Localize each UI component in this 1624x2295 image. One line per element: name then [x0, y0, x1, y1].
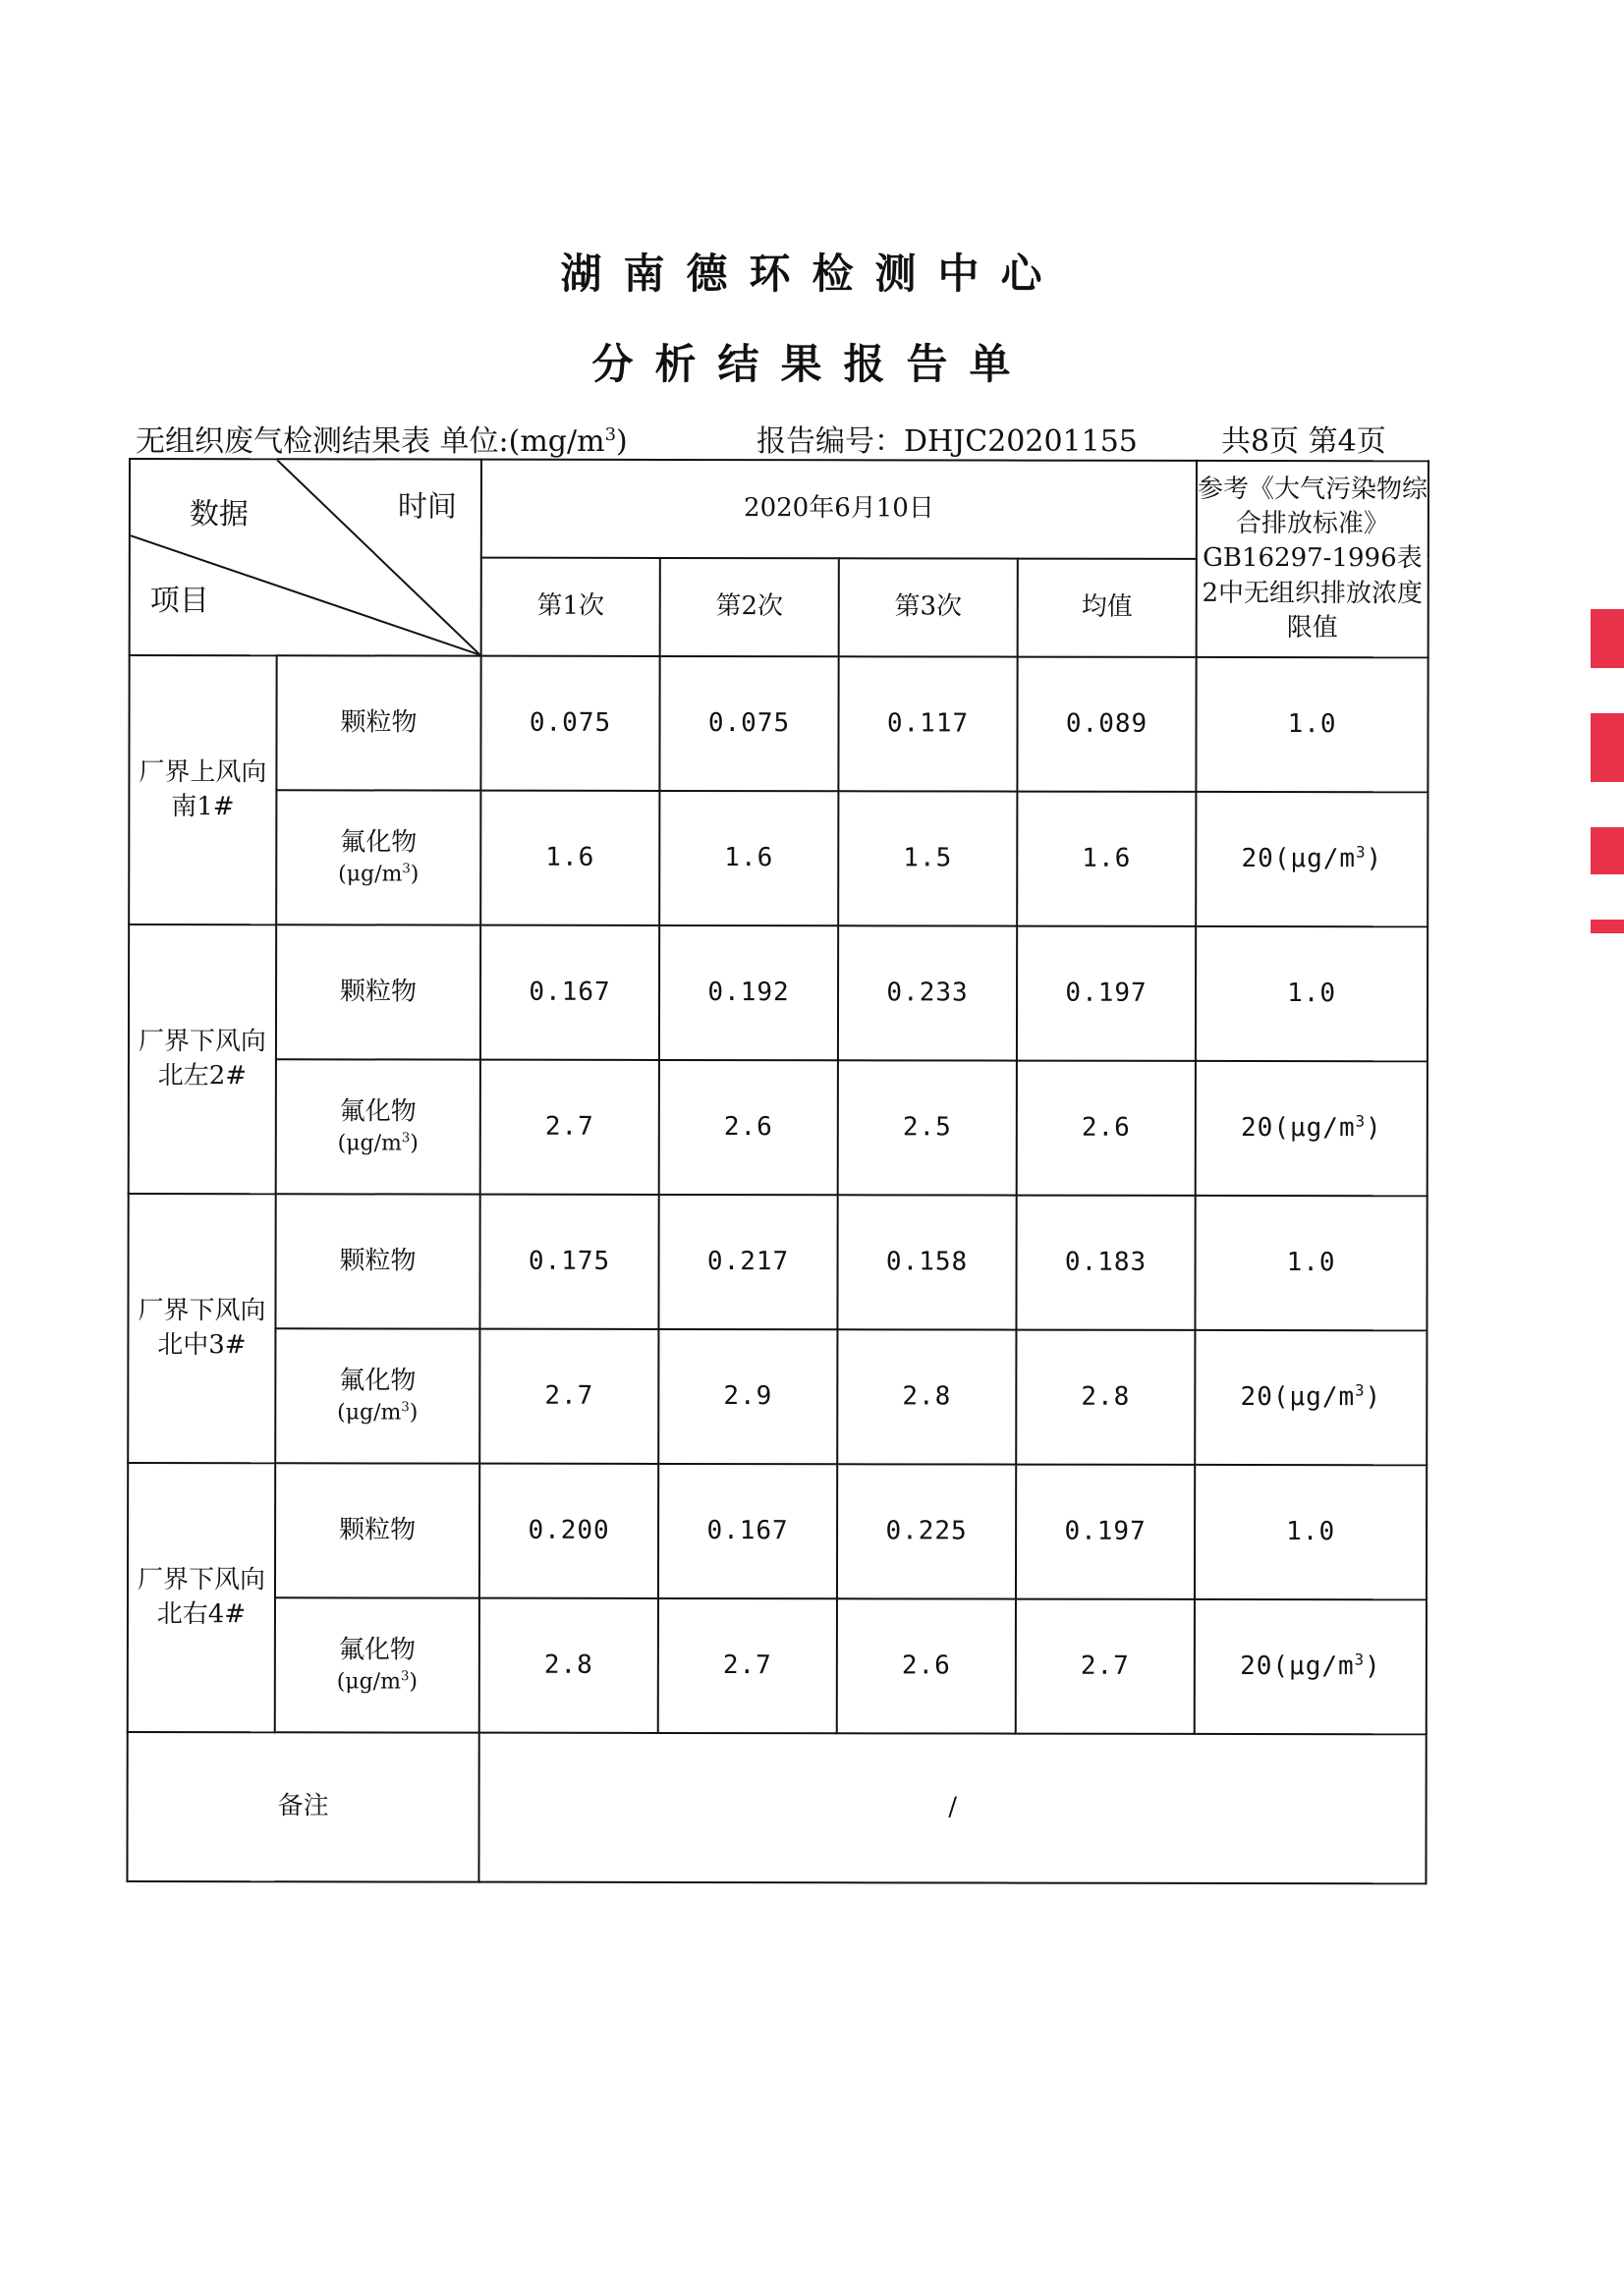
item-name: 颗粒物 [340, 977, 418, 1007]
item-unit: $(\mu g/m^3)$ [337, 1400, 419, 1426]
table-row [128, 1328, 1427, 1465]
item-cell [275, 1597, 479, 1732]
item-cell [275, 1328, 479, 1463]
page-count: 共8页 第4页 [1221, 424, 1386, 459]
value-cell: 0.183 [1016, 1196, 1195, 1330]
corner-data-label: 数据 [189, 497, 249, 532]
item-name: 氟化物 [339, 1096, 417, 1127]
item-name: 颗粒物 [340, 707, 418, 738]
item-unit: $(\mu g/m^3)$ [336, 1669, 418, 1695]
site-name-cell: 厂界上风向南1# [129, 655, 276, 924]
report-number: 报告编号：DHJC20201155 [756, 424, 1138, 459]
limit-cell: $20(\mu g/m^3)$ [1196, 1061, 1428, 1196]
value-cell: 0.200 [479, 1464, 658, 1598]
value-cell: 0.117 [838, 656, 1017, 791]
value-cell: 0.075 [480, 656, 659, 791]
limit-cell: $20(\mu g/m^3)$ [1195, 1330, 1427, 1465]
item-name: 氟化物 [339, 1366, 417, 1396]
value-cell: 2.7 [658, 1598, 837, 1733]
header-corner-cell [130, 459, 481, 656]
item-unit: $(\mu g/m^3)$ [337, 1131, 419, 1156]
value-cell: 2.8 [837, 1329, 1016, 1464]
report-title: 分析结果报告单 [591, 340, 1033, 388]
table-row [129, 790, 1428, 926]
red-seal-mark [1591, 609, 1624, 979]
item-name: 氟化物 [340, 827, 418, 858]
limit-cell: 1.0 [1196, 926, 1428, 1061]
value-cell: 2.5 [838, 1060, 1017, 1195]
value-cell: 1.6 [1017, 792, 1196, 926]
value-cell: 0.089 [1017, 657, 1196, 792]
table-caption: 无组织废气检测结果表 单位$:(mg/m^3)$ [136, 424, 628, 459]
value-cell: 0.217 [658, 1195, 837, 1329]
corner-item-label: 项目 [149, 584, 209, 619]
value-cell: 0.158 [837, 1195, 1016, 1329]
table-row [129, 924, 1428, 1061]
limit-cell: $20(\mu g/m^3)$ [1196, 792, 1428, 926]
value-cell: 0.233 [838, 925, 1017, 1060]
limit-cell: 1.0 [1195, 1465, 1427, 1599]
value-cell: 0.075 [659, 656, 838, 791]
site-name-cell: 厂界下风向北左2# [129, 924, 276, 1194]
item-unit: $(\mu g/m^3)$ [338, 862, 420, 887]
value-cell: 0.225 [837, 1464, 1016, 1598]
item-name: 颗粒物 [339, 1515, 417, 1545]
item-cell [275, 1463, 479, 1597]
value-cell: 0.192 [659, 925, 838, 1060]
value-cell: 2.8 [1016, 1330, 1195, 1465]
value-cell: 2.6 [659, 1060, 838, 1195]
item-name: 氟化物 [338, 1635, 416, 1665]
corner-time-label: 时间 [397, 489, 457, 525]
limit-cell: 1.0 [1195, 1196, 1427, 1330]
remarks-row [127, 1732, 1426, 1883]
value-cell: 2.7 [479, 1329, 658, 1464]
column-header: 第2次 [660, 558, 839, 656]
item-cell [276, 790, 480, 924]
value-cell: 0.197 [1017, 926, 1196, 1061]
value-cell: 2.6 [1017, 1061, 1196, 1196]
value-cell: 2.7 [480, 1060, 659, 1195]
item-name: 颗粒物 [339, 1246, 417, 1276]
item-cell [276, 1059, 480, 1194]
value-cell: 2.6 [837, 1598, 1016, 1733]
reference-header: 参考《大气污染物综合排放标准》GB16297-1996表2中无组织排放浓度限值 [1197, 461, 1428, 657]
value-cell: 0.167 [658, 1464, 837, 1598]
value-cell: 1.6 [480, 791, 659, 925]
limit-cell: $20(\mu g/m^3)$ [1195, 1599, 1427, 1734]
value-cell: 0.167 [480, 925, 659, 1060]
value-cell: 2.7 [1016, 1599, 1195, 1734]
remarks-value: / [478, 1733, 1426, 1884]
column-header: 第3次 [839, 558, 1018, 656]
value-cell: 2.8 [479, 1598, 658, 1733]
table-row [128, 1597, 1427, 1734]
item-cell [275, 1194, 479, 1328]
table-row [128, 1194, 1427, 1330]
value-cell: 1.5 [838, 791, 1017, 925]
value-cell: 2.9 [658, 1329, 837, 1464]
table-row [129, 655, 1428, 792]
value-cell: 0.197 [1016, 1465, 1195, 1599]
column-header: 均值 [1018, 559, 1197, 657]
org-title: 湖南德环检测中心 [560, 250, 1064, 298]
table-row [128, 1463, 1427, 1599]
value-cell: 0.175 [479, 1195, 658, 1329]
limit-cell: 1.0 [1196, 657, 1428, 792]
remarks-label: 备注 [127, 1732, 478, 1882]
table-row [129, 1059, 1428, 1196]
site-name-cell: 厂界下风向北右4# [128, 1463, 275, 1732]
results-table [126, 458, 1429, 1884]
site-name-cell: 厂界下风向北中3# [128, 1194, 275, 1463]
date-header: 2020年6月10日 [481, 460, 1197, 559]
item-cell [276, 924, 480, 1059]
value-cell: 1.6 [659, 791, 838, 925]
item-cell [276, 655, 480, 790]
column-header: 第1次 [481, 558, 660, 656]
